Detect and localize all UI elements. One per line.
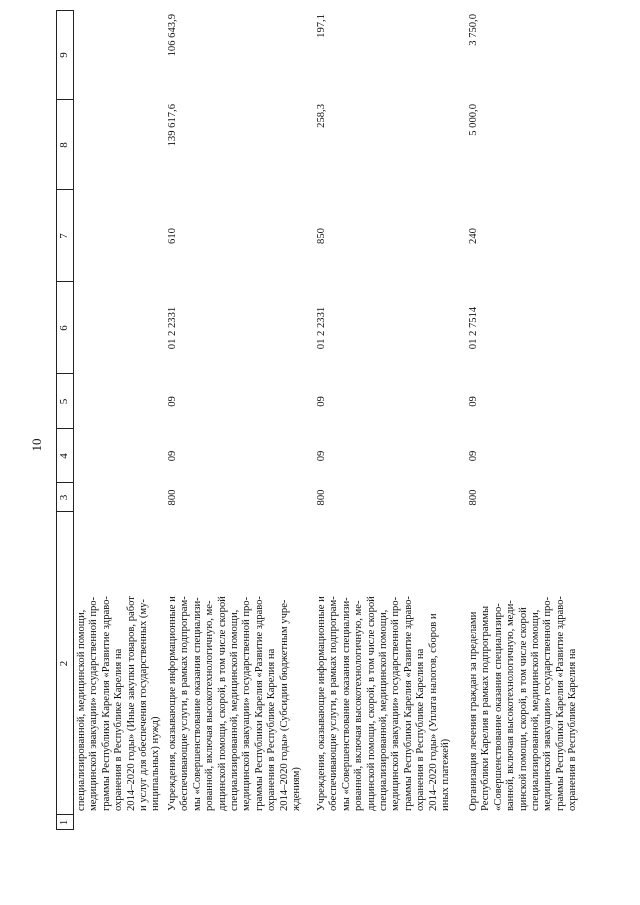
description-line: 2014–2020 годы» (Субсидии бюджетным учре- (278, 599, 290, 811)
description-line: Учреждения, оказывающие информационные и (167, 596, 178, 811)
row-description (167, 515, 303, 811)
description-line: 2014–2020 годы» (Иные закупки товаров, работ (125, 596, 137, 811)
cell-target-item: 01 2 2331 (316, 306, 327, 350)
description-line: обеспечивающие услуги, в рамках подпрограм- (328, 596, 340, 811)
cell-admin-code: 800 (468, 489, 479, 506)
cell-target-item: 01 2 2331 (167, 306, 178, 350)
description-line: дицинской помощи, скорой, в том числе скорой (365, 596, 377, 811)
description-line: специализированной, медицинской помощи, (76, 609, 87, 811)
description-line: граммы Республики Карелия «Развитие здраво- (402, 596, 414, 811)
header-col-9: 9 (58, 52, 70, 58)
header-col-2: 2 (58, 660, 70, 667)
description-line: граммы Республики Карелия «Развитие здраво- (100, 596, 112, 811)
cell-subsection: 09 (167, 396, 178, 407)
cell-expense-type: 610 (167, 228, 178, 244)
description-line: рованной, включая высокотехнологичную, ме- (204, 600, 216, 811)
description-line: охранения в Республике Карелия на (266, 648, 278, 811)
description-line: обеспечивающие услуги, в рамках подпрограм- (179, 596, 191, 811)
cell-amount-executed: 106 643,9 (167, 14, 178, 57)
header-col-6: 6 (58, 325, 70, 331)
description-line: граммы Республики Карелия «Развитие здраво- (253, 596, 265, 811)
cell-expense-type: 240 (468, 228, 479, 244)
description-line: Организация лечения граждан за пределами (468, 611, 479, 811)
description-line: дицинской помощи, скорой, в том числе скорой (216, 596, 228, 811)
row-description (316, 515, 452, 811)
budget-table-wrapper (56, 10, 610, 830)
cell-section: 09 (468, 450, 479, 462)
cell-amount-executed: 197,1 (316, 14, 327, 38)
description-line: специализированной, медицинской помощи, (229, 609, 241, 811)
description-line: медицинской эвакуации» государственной про- (241, 596, 253, 811)
description-line: 2014–2020 годы» (Уплата налогов, сборов и (427, 613, 439, 811)
description-line: охранения в Республике Карелия на (567, 648, 579, 811)
description-line: охранения в Республике Карелия на (415, 648, 427, 811)
budget-table (56, 10, 610, 830)
description-line: цинской помощи, скорой, в том числе скорой (517, 607, 529, 811)
row-description (468, 515, 580, 811)
cell-amount-approved: 258,3 (316, 104, 327, 128)
cell-target-item: 01 2 7514 (468, 306, 479, 350)
description-line: мы «Совершенствование оказания специализи- (191, 597, 203, 811)
description-line: граммы Республики Карелия «Развитие здраво- (554, 596, 566, 811)
description-line: ванной, включая высокотехнологичную, меди- (505, 600, 517, 811)
description-line: иных платежей) (440, 738, 452, 811)
cell-subsection: 09 (316, 396, 327, 407)
cell-section: 09 (167, 450, 178, 462)
description-line: Учреждения, оказывающие информационные и (316, 596, 327, 811)
description-line: медицинской эвакуации» государственной про- (542, 596, 554, 811)
description-line: медицинской эвакуации» государственной про- (88, 596, 100, 811)
header-col-5: 5 (58, 398, 70, 405)
header-col-8: 8 (58, 142, 70, 148)
description-line: «Совершенствование оказания специализиро- (492, 603, 504, 811)
header-col-1: 1 (58, 819, 70, 826)
description-line: ждениям) (291, 767, 303, 811)
continuation-description (76, 515, 163, 811)
description-line: медицинской эвакуации» государственной про- (390, 596, 402, 811)
description-line: специализированной, медицинской помощи, (378, 609, 390, 811)
description-line: ниципальных) нужд) (150, 716, 162, 811)
cell-expense-type: 850 (316, 228, 327, 244)
cell-amount-approved: 5 000,0 (468, 104, 479, 136)
description-line: мы «Совершенствование оказания специализи- (340, 597, 352, 811)
description-line: охранения в Республике Карелия на (113, 648, 125, 811)
header-col-7: 7 (58, 233, 70, 239)
description-line: рованной, включая высокотехнологичную, ме- (353, 600, 365, 811)
cell-admin-code: 800 (167, 489, 178, 506)
cell-amount-executed: 3 750,0 (468, 14, 479, 46)
description-line: специализированной, медицинской помощи, (530, 609, 542, 811)
header-col-4: 4 (58, 453, 70, 459)
description-line: и услуг для обеспечения государственных (му- (138, 599, 150, 811)
page-number: 10 (29, 438, 44, 452)
description-line: Республики Карелия в рамках подпрограммы (480, 605, 492, 811)
cell-subsection: 09 (468, 396, 479, 407)
cell-section: 09 (316, 450, 327, 462)
cell-admin-code: 800 (316, 489, 327, 506)
cell-amount-approved: 139 617,6 (167, 104, 178, 147)
header-col-3: 3 (58, 494, 70, 501)
